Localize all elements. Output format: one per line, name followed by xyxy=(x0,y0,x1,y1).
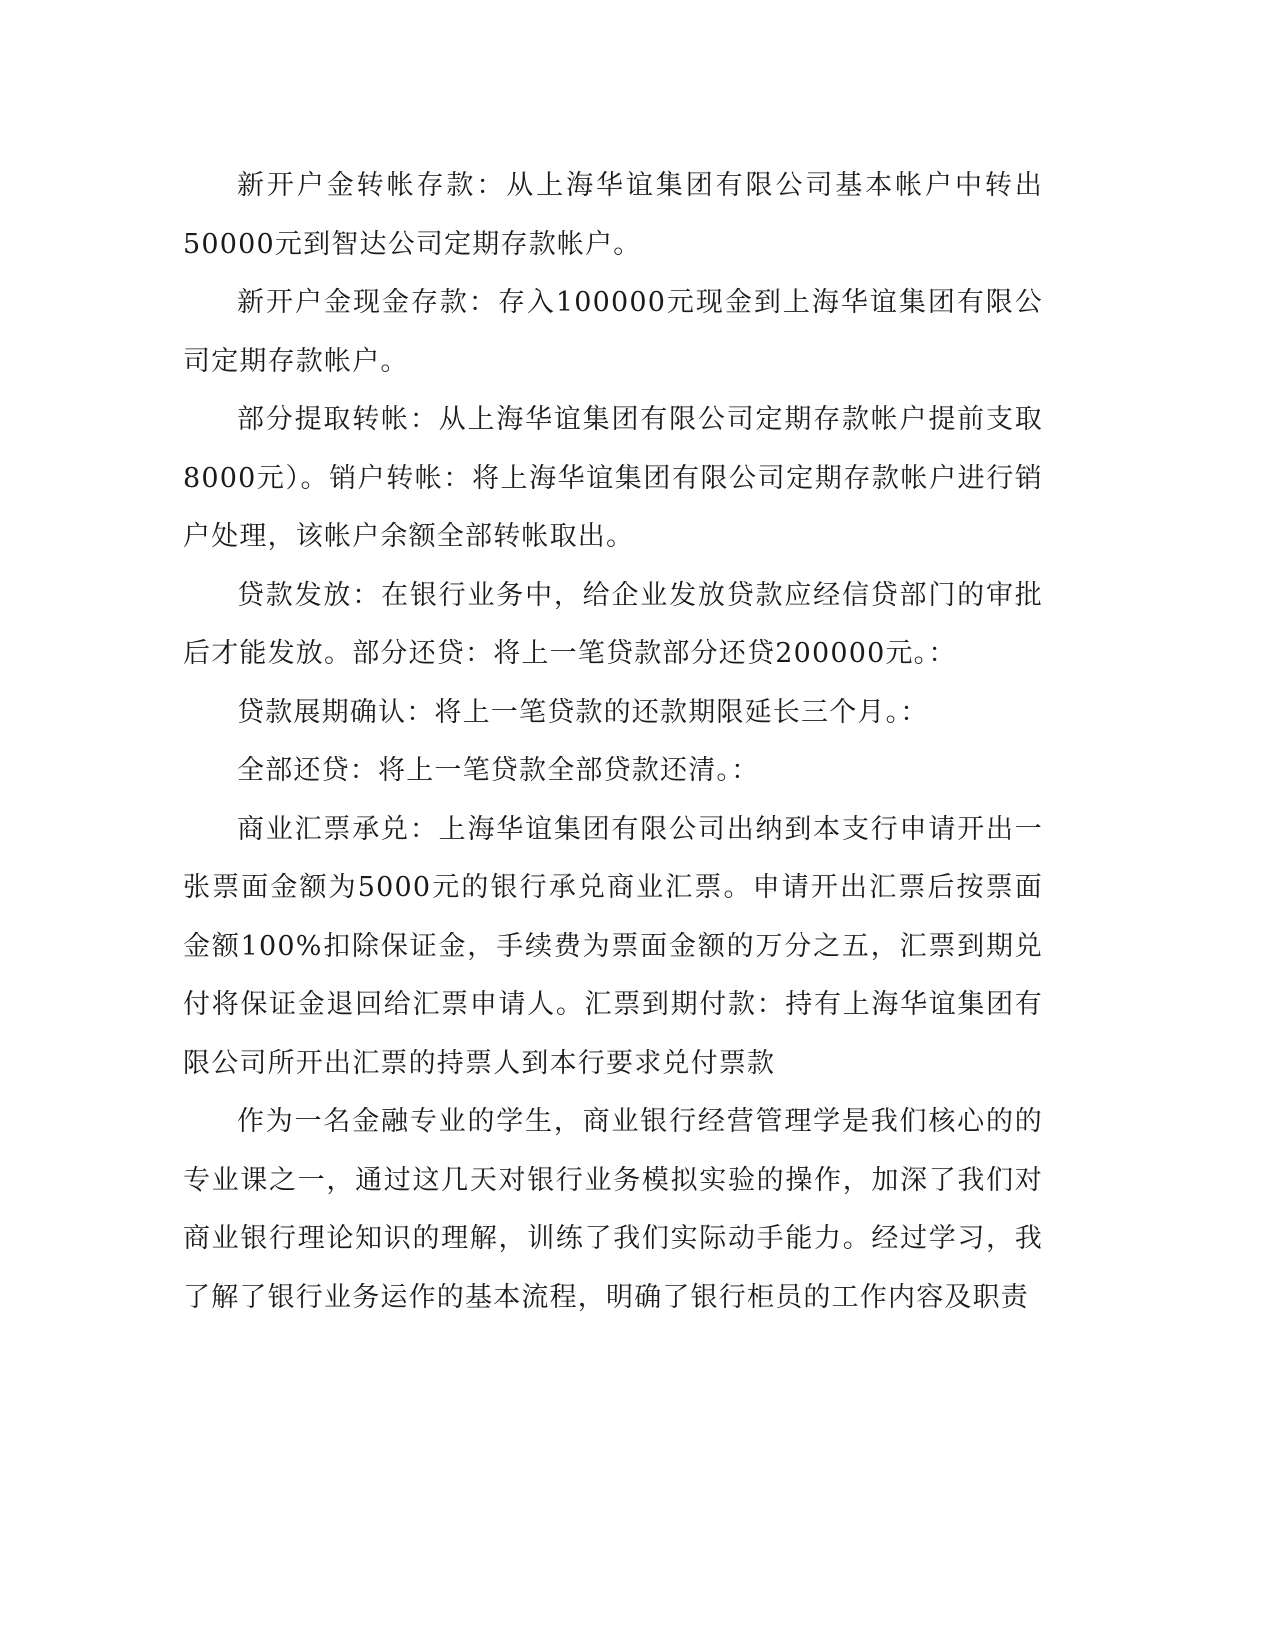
paragraph-loan-extension: 贷款展期确认：将上一笔贷款的还款期限延长三个月。： xyxy=(237,696,929,728)
paragraph-loan-issuance-repayment: 贷款发放：在银行业务中，给企业发放贷款应经信贷部门的审批后才能发放。部分还贷：将上一笔贷款部分还贷200000元。： xyxy=(183,579,1043,669)
paragraph-new-account-transfer-deposit: 新开户金转帐存款：从上海华谊集团有限公司基本帐户中转出50000元到智达公司定期存款帐户。 xyxy=(183,170,1043,260)
paragraph-full-repayment: 全部还贷：将上一笔贷款全部贷款还清。： xyxy=(237,755,760,786)
paragraph-student-reflection: 作为一名金融专业的学生，商业银行经营管理学是我们核心的的专业课之一，通过这几天对银行业务模拟实验的操作，加深了我们对商业银行理论知识的理解，训练了我们实际动手能力。经过学习，我了解了银行业务运作的基本流程，明确了银行柜员的工作内容及职责 xyxy=(183,1106,1043,1313)
document-body xyxy=(183,157,1043,1327)
paragraph-new-account-cash-deposit: 新开户金现金存款：存入100000元现金到上海华谊集团有限公司定期存款帐户。 xyxy=(183,287,1043,377)
paragraph-partial-withdrawal-closing: 部分提取转帐：从上海华谊集团有限公司定期存款帐户提前支取8000元）。销户转帐：将上海华谊集团有限公司定期存款帐户进行销户处理，该帐户余额全部转帐取出。 xyxy=(183,404,1043,552)
paragraph-commercial-bill-acceptance: 商业汇票承兑：上海华谊集团有限公司出纳到本支行申请开出一张票面金额为5000元的银行承兑商业汇票。申请开出汇票后按票面金额100%扣除保证金，手续费为票面金额的万分之五，汇票到期兑付将保证金退回给汇票申请人。汇票到期付款：持有上海华谊集团有限公司所开出汇票的持票人到本行要求兑付票款 xyxy=(183,813,1043,1079)
